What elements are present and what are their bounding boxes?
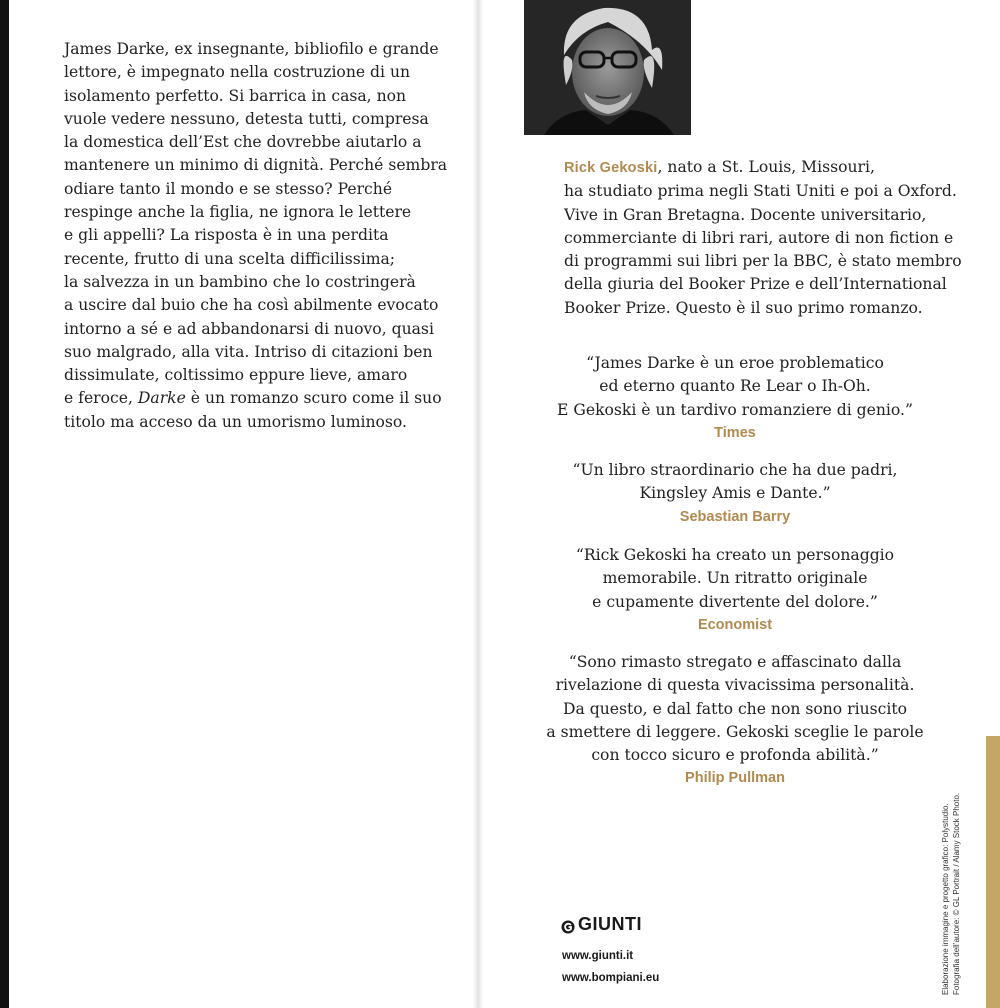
synopsis-line: lettore, è impegnato nella costruzione di un (64, 63, 411, 82)
quote-line: “James Darke è un eroe problematico (586, 354, 884, 372)
quote-source: Times (714, 424, 756, 441)
synopsis-line: a uscire dal buio che ha così abilmente evocato (64, 296, 439, 315)
quote-line: “Sono rimasto stregato e affascinato dalla (568, 653, 902, 671)
synopsis-line: e gli appelli? La risposta è in una perdita (64, 226, 389, 245)
synopsis-line: intorno a sé e ad abbandonarsi di nuovo, quasi (64, 319, 434, 338)
book-title: Darke (137, 389, 186, 408)
publisher-url[interactable]: www.bompiani.eu (562, 972, 660, 984)
synopsis-line: isolamento perfetto. Si barrica in casa, non (64, 86, 407, 105)
credit-line: Elaborazione immagine e progetto grafico: Polystudio. (941, 803, 950, 995)
credit-line: Fotografia dell’autore: © GL Portrait / Alamy Stock Photo. (952, 792, 961, 995)
publisher-url[interactable]: www.giunti.it (562, 950, 634, 962)
spine-fold (473, 0, 483, 1008)
bio-line: di programmi sui libri per la BBC, è stato membro (564, 252, 962, 271)
gold-accent-bar (986, 736, 1000, 1008)
quote-line: con tocco sicuro e profonda abilità.” (591, 746, 879, 765)
left-flap (0, 0, 473, 1008)
review-quote (520, 352, 950, 444)
author-photo (524, 0, 691, 135)
synopsis (64, 38, 459, 434)
synopsis-line: la salvezza in un bambino che lo costringerà (64, 272, 416, 291)
publisher-logo (561, 914, 642, 935)
synopsis-text: è un romanzo scuro come il suo (185, 389, 442, 408)
synopsis-line: suo malgrado, alla vita. Intriso di citazioni ben (64, 342, 433, 361)
synopsis-line: respinge anche la figlia, ne ignora le lettere (64, 203, 412, 222)
bio-line: Vive in Gran Bretagna. Docente universitario, (564, 205, 927, 224)
author-name: Rick Gekoski (564, 160, 658, 176)
quote-line: Da questo, e dal fatto che non sono riuscito (563, 699, 907, 718)
synopsis-line: mantenere un minimo di dignità. Perché sembra (64, 156, 448, 175)
quote-line: ed eterno quanto Re Lear o Ih-Oh. (599, 377, 871, 396)
synopsis-line: vuole vedere nessuno, detesta tutti, compresa (64, 109, 429, 128)
quote-line: rivelazione di questa vivacissima personalità. (555, 676, 915, 695)
review-quote (520, 651, 950, 789)
bio-line (564, 156, 944, 180)
synopsis-line: James Darke, ex insegnante, bibliofilo e grande (64, 40, 439, 58)
bio-line: commerciante di libri rari, autore di non fiction e (564, 228, 954, 247)
synopsis-line (64, 387, 459, 410)
synopsis-line: dissimulate, coltissimo eppure lieve, amaro (64, 366, 408, 385)
author-bio (564, 156, 962, 320)
quote-source: Economist (697, 616, 773, 633)
quote-line: a smettere di leggere. Gekoski sceglie le parole (546, 722, 924, 741)
review-quote (520, 544, 950, 636)
bio-line: della giuria del Booker Prize e dell’International (564, 275, 947, 294)
synopsis-line: recente, frutto di una scelta difficilissima; (64, 249, 396, 268)
synopsis-line: titolo ma acceso da un umorismo luminoso. (64, 412, 408, 431)
quote-line: “Un libro straordinario che ha due padri, (572, 461, 898, 479)
publisher-name: GIUNTI (578, 914, 642, 934)
giunti-logo-icon (561, 918, 575, 932)
quote-source: Sebastian Barry (679, 508, 791, 525)
quote-line: memorabile. Un ritratto originale (602, 569, 868, 588)
quote-line: “Rick Gekoski ha creato un personaggio (575, 546, 895, 564)
synopsis-line: odiare tanto il mondo e se stesso? Perché (64, 179, 393, 198)
bio-line: ha studiato prima negli Stati Uniti e poi a Oxford. (564, 182, 957, 201)
quote-source: Philip Pullman (685, 770, 785, 787)
synopsis-text: e feroce, (64, 389, 138, 408)
quote-line: e cupamente divertente del dolore.” (592, 592, 878, 611)
review-quote (520, 459, 950, 528)
bio-line: Booker Prize. Questo è il suo primo romanzo. (564, 298, 923, 317)
quote-line: Kingsley Amis e Dante.” (639, 484, 831, 503)
image-credits (940, 793, 962, 995)
bio-text: , nato a St. Louis, Missouri, (657, 158, 875, 176)
publisher-urls (562, 945, 659, 989)
synopsis-line: la domestica dell’Est che dovrebbe aiutarlo a (64, 133, 422, 152)
quote-line: E Gekoski è un tardivo romanziere di genio.” (557, 400, 913, 419)
